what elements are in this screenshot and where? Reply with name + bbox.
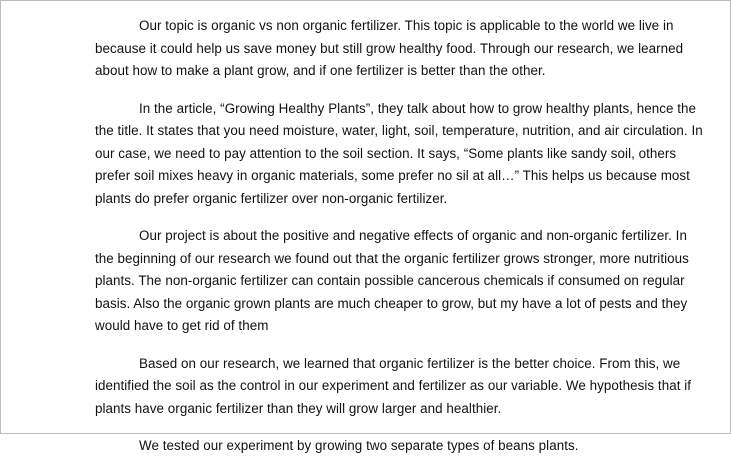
- page-left-border: [0, 1, 1, 433]
- paragraph-5: We tested our experiment by growing two separate types of beans plants.: [139, 438, 579, 453]
- paragraph-4: Based on our research, we learned that organic fertilizer is the better choice. From this, we identified the soil as the control in our experiment and fertilizer as our variable. We hypothesis that if plants have organic fertilizer than they will grow larger and healthier.: [95, 355, 692, 416]
- paragraph-2: In the article, “Growing Healthy Plants”, they talk about how to grow healthy plants, hence the the title. It states that you need moisture, water, light, soil, temperature, nutrition, and air circulation. In our case, we need to pay attention to the soil section. It says, “Some plants like sandy soil, others prefer soil mixes heavy in organic materials, some prefer no sil at all…” This helps us because most plants do prefer organic fertilizer over non-organic fertilizer.: [95, 100, 703, 206]
- document-text-body: [95, 15, 703, 458]
- paragraph-3: Our project is about the positive and negative effects of organic and non-organic fertilizer. In the beginning of our research we found out that the organic fertilizer grows stronger, more nutritious plants. The non-organic fertilizer can contain possible cancerous chemicals if consumed on regular basis. Also the organic grown plants are much cheaper to grow, but my have a lot of pests and they would have to get rid of them: [95, 228, 689, 333]
- paragraph-1: Our topic is organic vs non organic fertilizer. This topic is applicable to the world we live in because it could help us save money but still grow healthy food. Through our research, we learned about how to make a plant grow, and if one fertilizer is better than the other.: [95, 18, 684, 78]
